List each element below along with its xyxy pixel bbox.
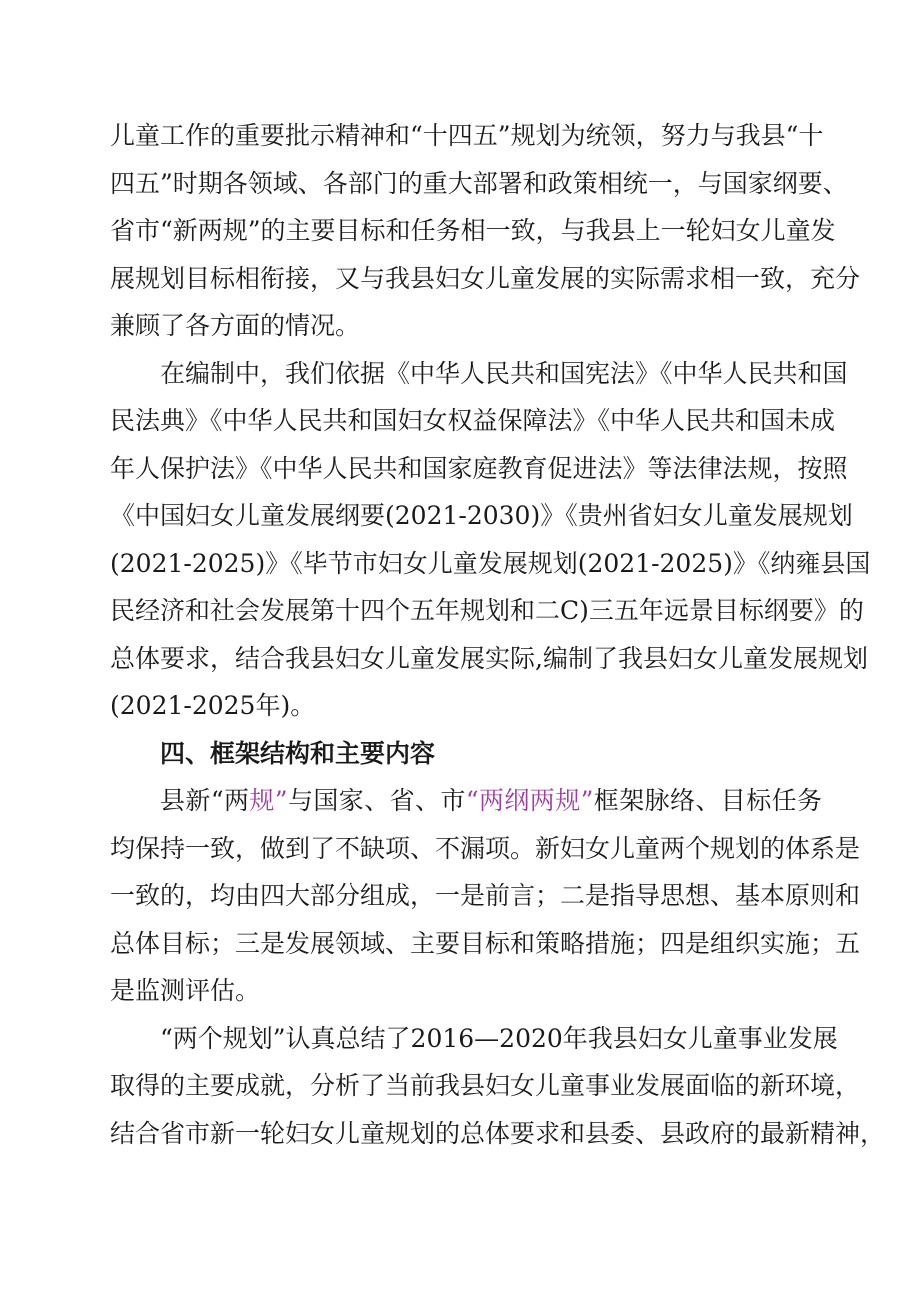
highlighted-text: “两纲两规” xyxy=(465,786,594,815)
text-run: “两 xyxy=(210,786,250,815)
paragraph-2 xyxy=(110,350,871,730)
text-run: 与国家、省、市 xyxy=(287,786,466,815)
text-line: 兼顾了各方面的情况。 xyxy=(110,311,361,340)
text-line xyxy=(110,777,822,825)
paragraph-4 xyxy=(110,1015,886,1158)
text-line: 儿童工作的重要批示精神和“十四五”规划为统领，努力与我县“十 xyxy=(110,121,824,150)
text-line: 一致的，均由四大部分组成，一是前言；二是指导思想、基本原则和 xyxy=(110,881,861,910)
text-line: “两个规划”认真总结了2016—2020年我县妇女儿童事业发展 xyxy=(160,1023,838,1053)
text-line: 在编制中，我们依据《中华人民共和国宪法》《中华人民共和国 xyxy=(160,358,848,388)
text-line: 民经济和社会发展第十四个五年规划和二C)三五年远景目标纲要》的 xyxy=(110,596,864,625)
text-line: 民法典》《中华人民共和国妇女权益保障法》《中华人民共和国未成 xyxy=(110,406,836,435)
text-line: 均保持一致，做到了不缺项、不漏项。新妇女儿童两个规划的体系是 xyxy=(110,833,861,863)
text-line: 取得的主要成就，分析了当前我县妇女儿童事业发展面临的新环境， xyxy=(110,1071,861,1100)
text-line: 展规划目标相衔接，又与我县妇女儿童发展的实际需求相一致，充分 xyxy=(110,263,861,293)
section-heading-4: 四、框架结构和主要内容 xyxy=(160,738,436,768)
text-line: 是监测评估。 xyxy=(110,976,261,1005)
text-line: (2021-2025)》《毕节市妇女儿童发展规划(2021-2025)》《纳雍县国 xyxy=(110,548,871,578)
text-line: 省市“新两规”的主要目标和任务相一致，与我县上一轮妇女儿童发 xyxy=(110,216,836,245)
text-line: 总体要求，结合我县妇女儿童发展实际,编制了我县妇女儿童发展规划 xyxy=(110,643,868,673)
text-line: 总体目标；三是发展领域、主要目标和策略措施；四是组织实施；五 xyxy=(110,928,861,958)
text-run: 县新 xyxy=(160,786,211,815)
document-body xyxy=(110,112,886,1157)
paragraph-3 xyxy=(110,777,861,1015)
paragraph-1 xyxy=(110,112,861,350)
highlighted-text: 规” xyxy=(249,786,288,815)
text-line: 年人保护法》《中华人民共和国家庭教育促进法》等法律法规，按照 xyxy=(110,453,848,483)
text-line: (2021-2025年)。 xyxy=(110,691,316,720)
text-line: 四五”时期各领域、各部门的重大部署和政策相统一，与国家纲要、 xyxy=(110,168,848,198)
text-run: 框架脉络、目标任务 xyxy=(593,786,823,815)
text-line: 结合省市新一轮妇女儿童规划的总体要求和县委、县政府的最新精神， xyxy=(110,1118,886,1148)
text-line: 《中国妇女儿童发展纲要(2021-2030)》《贵州省妇女儿童发展规划 xyxy=(110,501,853,530)
